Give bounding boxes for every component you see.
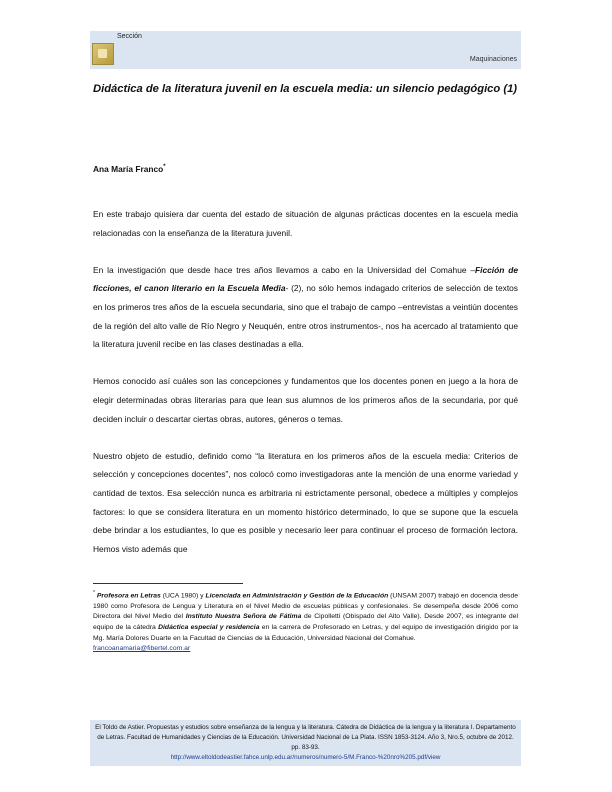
journal-logo-icon [92, 43, 114, 65]
paragraph-2-end: - (2), no sólo hemos indagado criterios de selección de textos en los primeros tres años de la escuela secundaria, sino que el trabajo de campo –entrevistas a veintiún docentes de la región del alto valle de Río Negro y Neuquén, entre otros instrumentos-, nos ha acercado al tratamiento que la literatura juvenil recibe en las clases destinadas a ella. [93, 283, 518, 350]
footnote-mark: * [93, 590, 95, 596]
paragraph-4: Nuestro objeto de estudio, definido como “la literatura en los primeros años de la escuela media: Criterios de selección y concepciones docentes”, nos colocó como investigadoras ante la mención de una enorme variedad y cantidad de textos. Esa selección nunca es arbitraria ni estrictamente personal, obedece a múltiples y complejos factores: lo que se considera literatura en un momento histórico determinado, lo que se supone que la escuela debe brindar a los estudiantes, lo que es posible y necesario leer para continuar el proceso de formación lectora. Hemos visto además que [93, 450, 518, 554]
author-email-link[interactable]: francoanamaria@fibertel.com.ar [93, 645, 191, 653]
paragraph-3: Hemos conocido así cuáles son las concepciones y fundamentos que los docentes ponen en juego a la hora de elegir determinadas obras literarias para que lean sus alumnos de los primeros años de la secundaria, por qué deciden incluir o descartar ciertas obras, autores, géneros o temas. [93, 376, 518, 424]
project-title: Ficción de ficciones, el canon literario en la Escuela Media [93, 264, 518, 294]
author-name [93, 164, 166, 174]
article-body [93, 205, 518, 577]
footnote-chair: Didáctica especial y residencia [158, 624, 260, 632]
paragraph-2-start: En la investigación que desde hace tres años llevamos a cabo en la Universidad del Comahue – [93, 264, 476, 275]
section-label: Sección [117, 33, 142, 40]
footnote-text-4: en la carrera de Profesorado en Letras, y del equipo de investigación dirigido por la Mg. María Dolores Duarte en la Facultad de Ciencias de la Educación, Universidad Nacional del Comahue. [93, 624, 518, 642]
footnote-text-3: de Cipolletti (Obispado del Alto Valle). Desde 2007, es integrante del equipo de la cátedra [93, 613, 518, 632]
footnote-institute: Instituto Nuestra Señora de Fátima [185, 613, 302, 621]
paragraph-2 [93, 261, 518, 354]
author-footnote-mark[interactable]: * [163, 164, 166, 171]
footnote-degree-1: Profesora en Letras [96, 592, 161, 600]
footnote-divider [93, 583, 243, 584]
author-name-text: Ana María Franco [93, 164, 164, 174]
footnote [93, 588, 518, 655]
footer-url-link[interactable]: http://www.eltoldodeastier.fahce.unlp.edu.ar/numeros/numero-5/M.Franco-%20nro%205.pdf/view [170, 754, 441, 761]
footnote-text-2: (UNSAM 2007) trabajó en docencia desde 1980 como Profesora de Lengua y Literatura en el Nivel Medio de escuelas públicas y confesionales. Se desempeña desde 2006 como Directora del Nivel Medio del [93, 592, 519, 621]
footer-citation: El Toldo de Astier. Propuestas y estudios sobre enseñanza de la lengua y la literatura. Cátedra de Didáctica de la lengua y la literatura I. Departamento de Letras. Facultad de Humanidades y Ciencias de la Educación. Universidad Nacional de La Plata. ISSN 1853-3124. Año 3, Nro.5, octubre de 2012. pp. 83-93. [95, 724, 516, 751]
article-title: Didáctica de la literatura juvenil en la escuela media: un silencio pedagógico (1) [93, 83, 518, 95]
header-band [90, 31, 521, 69]
journal-section-name: Maquinaciones [469, 56, 517, 63]
footnote-text-1: (UCA 1980) y [160, 592, 206, 600]
footer-band [90, 720, 521, 766]
paragraph-1: En este trabajo quisiera dar cuenta del estado de situación de algunas prácticas docentes en la escuela media relacionadas con la enseñanza de la literatura juvenil. [93, 209, 518, 238]
footnote-degree-2: Licenciada en Administración y Gestión de la Educación [205, 592, 389, 600]
